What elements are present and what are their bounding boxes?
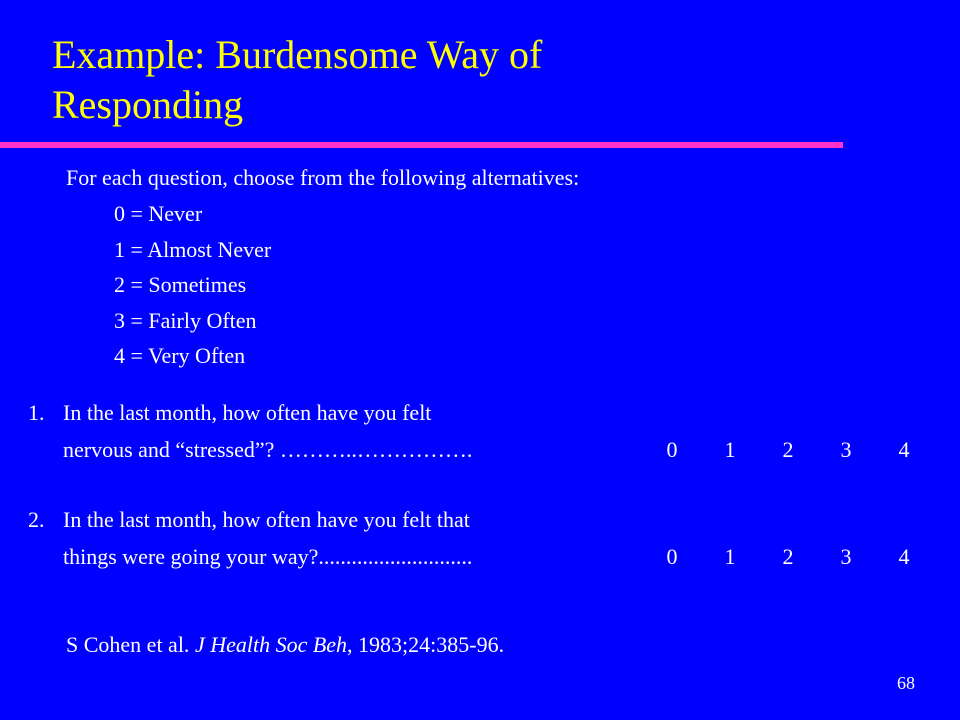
question-indent bbox=[28, 542, 63, 579]
option-sometimes: 2 = Sometimes bbox=[114, 272, 247, 297]
question-text-line-1: In the last month, how often have you felt that bbox=[63, 507, 470, 532]
scale-value-2: 2 bbox=[782, 437, 794, 462]
rating-scale bbox=[643, 435, 933, 472]
question-number: 1. bbox=[28, 400, 45, 425]
option-almost-never: 1 = Almost Never bbox=[114, 236, 272, 262]
scale-value-3: 3 bbox=[840, 544, 852, 569]
title-line-1: Example: Burdensome Way of bbox=[52, 32, 543, 77]
option-very-often: 4 = Very Often bbox=[114, 343, 246, 368]
question-number: 2. bbox=[28, 507, 45, 532]
scale-value-2: 2 bbox=[782, 544, 794, 569]
title-line-2: Responding bbox=[52, 82, 244, 127]
citation-journal: J Health Soc Beh bbox=[194, 632, 348, 657]
scale-value-1: 1 bbox=[724, 544, 736, 569]
scale-value-4: 4 bbox=[898, 437, 910, 462]
question-2 bbox=[28, 505, 933, 579]
citation bbox=[66, 632, 504, 658]
scale-value-1: 1 bbox=[724, 437, 736, 462]
question-text-line-1: In the last month, how often have you felt bbox=[63, 400, 432, 425]
slide-title bbox=[52, 30, 542, 130]
scale-value-0: 0 bbox=[666, 544, 678, 569]
rating-scale bbox=[643, 542, 933, 579]
response-options bbox=[114, 200, 271, 378]
citation-authors: S Cohen et al. bbox=[66, 632, 195, 657]
citation-details: , 1983;24:385-96. bbox=[347, 632, 505, 657]
page-number: 68 bbox=[897, 673, 915, 693]
question-1 bbox=[28, 398, 933, 472]
option-fairly-often: 3 = Fairly Often bbox=[114, 307, 257, 333]
question-indent bbox=[28, 435, 63, 472]
scale-value-0: 0 bbox=[666, 437, 678, 462]
option-never: 0 = Never bbox=[114, 201, 203, 226]
question-text-line-2: nervous and “stressed”? ………..……………. bbox=[63, 437, 473, 462]
scale-value-3: 3 bbox=[840, 437, 852, 462]
question-text-line-2: things were going your way?............................ bbox=[63, 544, 473, 569]
scale-value-4: 4 bbox=[898, 544, 910, 569]
instructions: For each question, choose from the following alternatives: bbox=[66, 165, 580, 190]
title-divider bbox=[0, 142, 843, 148]
